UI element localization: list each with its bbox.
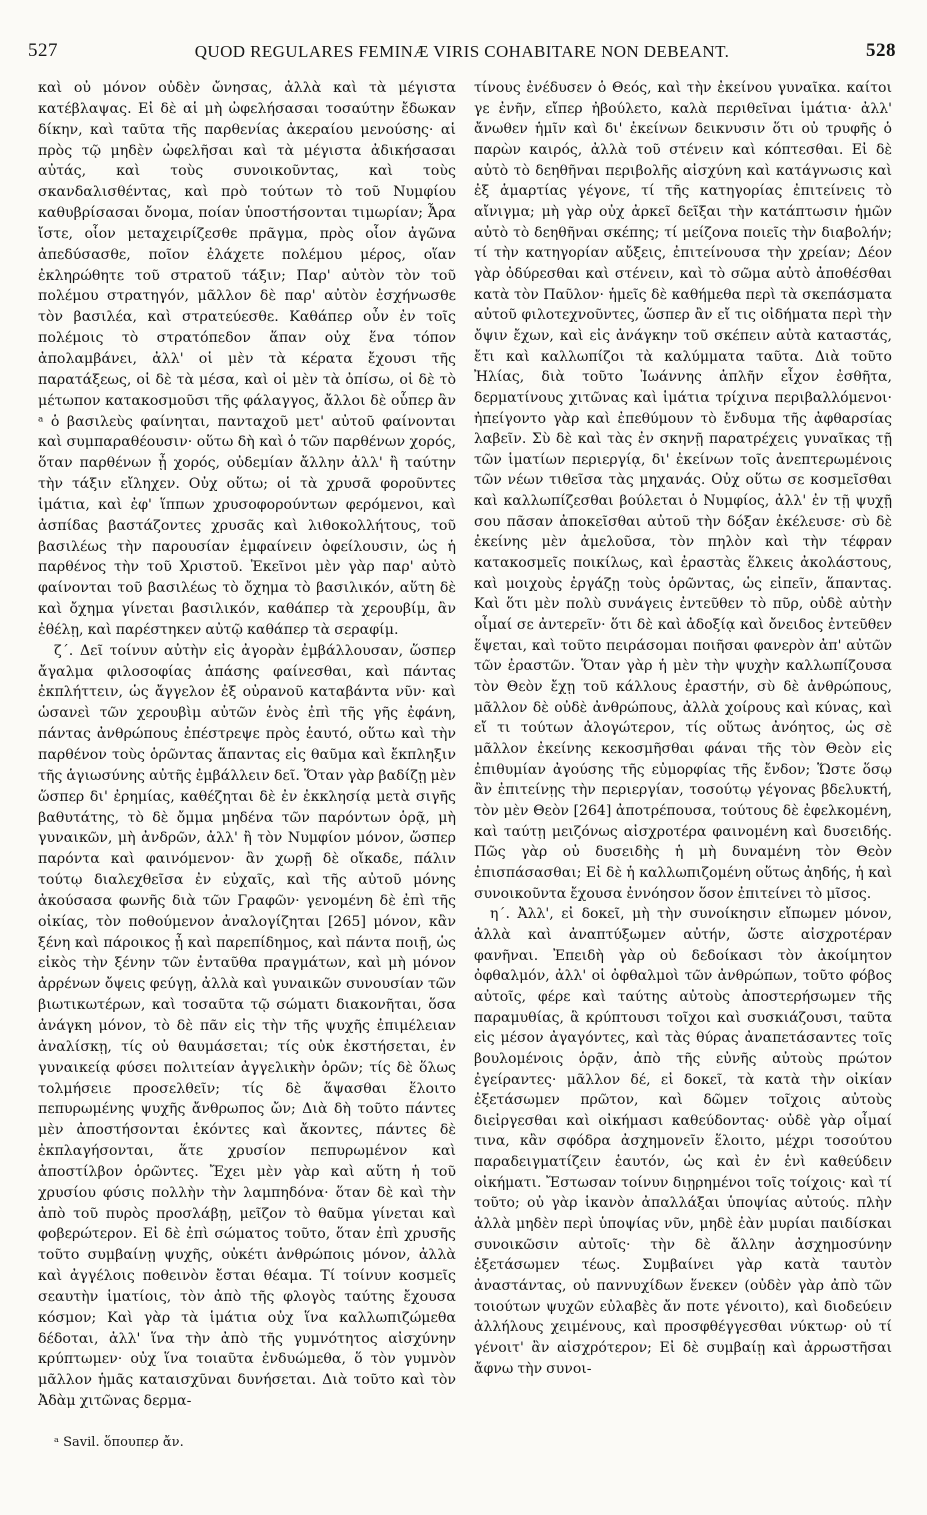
paragraph-section-7: ζ΄. Δεῖ τοίνυν αὐτὴν εἰς ἀγορὰν ἐμβάλλουσαν, ὥσπερ ἄγαλμα φιλοσοφίας ἁπάσης φαίνεσθαι, καὶ πάντας ἐκπλήττειν, ὡς ἄγγελον ἐξ οὐρανοῦ καταβάντα νῦν· καὶ ὡσανεὶ τῶν χερουβὶμ αὐτῶν ἑνὸς ἐπὶ τῆς γῆς ἐφάνη, πάντας ἀνθρώπους ἐπέστρεψε πρὸς ἑαυτό, οὕτω καὶ τὴν παρθένον τοὺς ὁρῶντας ἅπαντας εἰς θαῦμα καὶ ἔκπληξιν τῆς ἁγιωσύνης αὐτῆς ἐμβάλλειν δεῖ. Ὅταν γὰρ βαδίζῃ μὲν ὥσπερ δι' ἐρημίας, καθέζηται δὲ ἐν ἐκκλησίᾳ μετὰ σιγῆς βαθυτάτης, τὸ δὲ ὄμμα μηδένα τῶν παρόντων ὁρᾷ, μὴ γυναικῶν, μὴ ἀνδρῶν, ἀλλ' ἢ τὸν Νυμφίον μόνον, ὥσπερ παρόντα καὶ φαινόμενον· ἂν χωρῇ δὲ οἴκαδε, πάλιν τούτῳ διαλεχθεῖσα ἐν εὐχαῖς, καὶ τῆς αὐτοῦ μόνης ἀκούσασα φωνῆς διὰ τῶν Γραφῶν· γενομένη δὲ ἐπὶ τῆς οἰκίας, τὸν ποθούμενον ἀναλογίζηται [265] μόνον, κἂν ξένη καὶ πάροικος ᾖ καὶ παρεπίδημος, καὶ πάντα ποιῇ, ὡς εἰκὸς τὴν ξένην τῶν ἐνταῦθα πραγμάτων, καὶ μὴ μόνον ἀρρένων ὄψεις φεύγῃ, ἀλλὰ καὶ γυναικῶν συνουσίαν τῶν βιωτικωτέρων, καὶ τοσαῦτα τῷ σώματι διακονῆται, ὅσα ἀνάγκη μόνον, τὸ δὲ πᾶν εἰς τὴν τῆς ψυχῆς ἐπιμέλειαν ἀναλίσκῃ, τίς οὐ θαυμάσεται; τίς οὐκ ἐκστήσεται, ἐν γυναικείᾳ φύσει πολιτείαν ἀγγελικὴν ὁρῶν; τίς δὲ ὅλως τολμήσειε προσελθεῖν; τίς δὲ ἅψασθαι ἕλοιτο πεπυρωμένης ψυχῆς ἄνθρωπος ὤν; Διὰ δὴ τοῦτο πάντες μὲν ἀποστήσονται ἑκόντες καὶ ἄκοντες, πάντες δὲ ἐκπλαγήσονται, ἅτε χρυσίον πεπυρωμένον καὶ ἀποστίλβον ὁρῶντες. Ἔχει μὲν γὰρ καὶ αὕτη ἡ τοῦ χρυσίου φύσις πολλὴν τὴν λαμπηδόνα· ὅταν δὲ καὶ τὴν ἀπὸ τοῦ πυρὸς προσλάβῃ, μεῖζον τὸ θαῦμα γίνεται καὶ φοβερώτερον. Εἰ δὲ ἐπὶ σώματος τοῦτο, ὅταν ἐπὶ χρυσῆς τοῦτο συμβαίνῃ ψυχῆς, οὐκέτι ἀνθρώποις μόνον, ἀλλὰ καὶ ἀγγέλοις ποθεινὸν ἔσται θέαμα. Τί τοίνυν κοσμεῖς σεαυτὴν ἱματίοις, τὸν ἀπὸ τῆς φλογὸς ταύτης ἔχουσα κόσμον; Καὶ γὰρ τὰ ἱμάτια οὐχ ἵνα καλλωπιζώμεθα δέδοται, ἀλλ' ἵνα τὴν ἀπὸ τῆς γυμνότητος αἰσχύνην κρύπτωμεν· οὐχ ἵνα τοιαῦτα ἐνδυώμεθα, ὅ τὸν γυμνὸν μᾶλλον ἡμᾶς καταισχῦναι δυνήσεται. Διὰ τοῦτο καὶ τὸν Ἀδὰμ χιτῶνας δερμα- xyxy=(38,642,457,1410)
page-number-left: 527 xyxy=(28,40,58,61)
page-number-right: 528 xyxy=(866,40,896,61)
running-title: QUOD REGULARES FEMINÆ VIRIS COHABITARE NON DEBEANT. xyxy=(194,42,730,61)
right-column xyxy=(474,78,892,1379)
left-column xyxy=(38,78,456,1412)
footnote: ᵃ Savil. ὅπουπερ ἄν. xyxy=(54,1435,184,1450)
paragraph: καὶ οὐ μόνον οὐδὲν ὤνησας, ἀλλὰ καὶ τὰ μέγιστα κατέβλαψας. Εἰ δὲ αἱ μὴ ὠφελήσασαι τοσαύτην ἔδωκαν δίκην, καὶ ταῦτα τῆς παρθενίας ἀκεραίου μενούσης· αἱ πρὸς τῷ μηδὲν ὠφελῆσαι καὶ τὰ μέγιστα ἀδικήσασαι αὐτάς, καὶ τοὺς συνοικοῦντας, καὶ τοὺς σκανδαλισθέντας, καὶ πρὸ τούτων τὸ τοῦ Νυμφίου καθυβρίσασαι ὄνομα, ποίαν ὑποστήσονται τιμωρίαν; Ἆρα ἴστε, οἷον μεταχειρίζεσθε πρᾶγμα, πρὸς οἷον ἀγῶνα ἀπεδύσασθε, ποῖον ἐλάχετε πολέμου μέρος, οἵαν ἐκληρώθητε τοῦ στρατοῦ τάξιν; Παρ' αὐτὸν τὸν τοῦ πολέμου στρατηγόν, μᾶλλον δὲ παρ' αὐτὸν ἐσχήνωσθε τὸν βασιλέα, καὶ στρατεύεσθε. Καθάπερ οὖν ἐν τοῖς πολέμοις τὸ στρατόπεδον ἅπαν οὐχ ἕνα τόπον ἀπολαμβάνει, ἀλλ' οἱ μὲν τὰ κέρατα ἔχουσι τῆς παρατάξεως, οἱ δὲ τὰ μέσα, καὶ οἱ μὲν τὰ ὀπίσω, οἱ δὲ τὸ μέτωπον κατακοσμοῦσι τῆς φάλαγγος, ἄλλοι δὲ οὗπερ ἂν ᵃ ὁ βασιλεὺς φαίνηται, πανταχοῦ μετ' αὐτοῦ φαίνονται καὶ συμπαραθέουσιν· οὕτω δὴ καὶ ὁ τῶν παρθένων χορός, ὅταν παρθένων ᾖ χορός, οὐδεμίαν ἄλλην ἀλλ' ἢ ταύτην τὴν τάξιν εἴληχεν. Οὐχ οὕτω; οἱ τὰ χρυσᾶ φοροῦντες ἱμάτια, καὶ ἐφ' ἵππων χρυσοφορούντων φερόμενοι, καὶ ἀσπίδας βαστάζοντες χρυσᾶς καὶ λιθοκολλήτους, τοῦ βασιλέως τὴν παρουσίαν ἐμφαίνειν ὀφείλουσιν, ὡς ἡ παρθένος τὴν τοῦ Χριστοῦ. Ἐκεῖνοι μὲν γὰρ παρ' αὐτὸ φαίνονται τοῦ βασιλέως τὸ ὄχημα τὸ βασιλικόν, αὕτη δὲ καὶ ὄχημα γίνεται βασιλικόν, καθάπερ τὰ χερουβίμ, ἂν ἐθέλῃ, καὶ παρέστηκεν αὐτῷ καθάπερ τὰ σεραφίμ. xyxy=(38,80,456,638)
paragraph-section-8: η΄. Ἀλλ', εἰ δοκεῖ, μὴ τὴν συνοίκησιν εἴπωμεν μόνον, ἀλλὰ καὶ ἀναπτύξωμεν αὐτήν, ὥστε αἰσχροτέραν φανῆναι. Ἐπειδὴ γὰρ οὐ δεδοίκασι τὸν ἀκοίμητον ὀφθαλμόν, ἀλλ' οἱ ὀφθαλμοὶ τῶν ἀνθρώπων, τοῦτο φόβος αὐτοῖς, φέρε καὶ ταύτης αὐτοὺς ἀποστερήσωμεν τῆς παραμυθίας, ἃ κρύπτουσι τοῖχοι καὶ συσκιάζουσι, ταῦτα εἰς μέσον ἀγαγόντες, καὶ τὰς θύρας ἀναπετάσαντες τοῖς βουλομένοις ὁρᾷν, ἀπὸ τῆς εὐνῆς αὐτοὺς πρώτον ἐγείραντες· μᾶλλον δέ, εἰ δοκεῖ, τὰ κατὰ τὴν οἰκίαν ἐξετάσωμεν πρῶτον, καὶ δῶμεν τοῖχοις αὐτοὺς διεἰργεσθαι καὶ οἰκήμασι καθεύδοντας· οὐδὲ γὰρ οἶμαί τινα, κἂν σφόδρα ἀσχημονεῖν ἕλοιτο, μέχρι τοσούτου παραδειγματίζειν ἑαυτόν, ὡς καὶ ἐν ἑνὶ καθεύδειν οἰκήματι. Ἔστωσαν τοίνυν διῃρημένοι τοῖς τοίχοις· καὶ τί τοῦτο; οὐ γὰρ ἱκανὸν ἀπαλλάξαι ὑποψίας αὐτούς. πλὴν ἀλλὰ μηδὲν περὶ ὑποψίας νῦν, μηδὲ ἐὰν μυρίαι παιδίσκαι συνοικῶσιν αὐτοῖς· τὴν δὲ ἄλλην ἀσχημοσύνην ἐξετάσωμεν τέως. Συμβαίνει γὰρ κατὰ ταυτὸν ἀναστάντας, οὐ παννυχίδων ἕνεκεν (οὐδὲν γὰρ ἀπὸ τῶν τοιούτων ψυχῶν εὐλαβὲς ἄν ποτε γένοιτο), καὶ διοδεύειν ἀλλήλους χειμένους, καὶ προσφθέγγεσθαι νύκτωρ· οὐ τί γένοιτ' ἂν αἰσχρότερον; Εἰ δὲ συμβαίῃ καὶ ἀρρωστῆσαι ἄφνω τὴν συνοι- xyxy=(474,906,892,1377)
paragraph: τίνους ἐνέδυσεν ὁ Θεός, καὶ τὴν ἐκείνου γυναῖκα. καίτοι γε ἐνῆν, εἴπερ ἠβούλετο, καλὰ περιθεῖναι ἱμάτια· ἀλλ' ἄνωθεν ἡμῖν καὶ δι' ἐκείνων δεικνυσιν ὅτι οὐ τρυφῆς ὁ παρὼν καιρός, ἀλλὰ τοῦ στένειν καὶ κόπτεσθαι. Εἰ δὲ αὐτὸ τὸ δεηθῆναι περιβολῆς αἰσχύνη καὶ κατάγνωσις καὶ ἐξ ἁμαρτίας γέγονε, τί τῆς κατηγορίας ἐπιτείνεις τὸ αἴνιγμα; μὴ γὰρ οὐχ ἀρκεῖ δεῖξαι τὴν κατάπτωσιν ἡμῶν αὐτὸ τὸ δεηθῆναι σκέπης; τί μείζονα ποιεῖς τὴν διαβολήν; τί τὴν κατηγορίαν αὔξεις, ἐπιτείνουσα τὴν χρείαν; Δέον γὰρ ὀδύρεσθαι καὶ στένειν, καὶ τὸ σῶμα αὐτὸ ἀποθέσθαι κατὰ τὸν Παῦλον· ἡμεῖς δὲ καθήμεθα περὶ τὰ σκεπάσματα αὐτοῦ φιλοτεχνοῦντες, ὥσπερ ἂν εἴ τις οἰδήματα περὶ τὴν ὄψιν ἔχων, καὶ εἰς ἀνάγκην τοῦ σκέπειν αὐτὰ καταστάς, ἔτι καὶ καλλωπίζοι τὰ καλύμματα ταῦτα. Διὰ τοῦτο Ἠλίας, διὰ τοῦτο Ἰωάννης ἁπλῆν εἶχον ἐσθῆτα, δερματίνους χιτῶνας καὶ ἱμάτια τρίχινα περιβαλλόμενοι· ἠπείγοντο γὰρ καὶ ἐπεθύμουν τὸ ἔνδυμα τῆς ἀφθαρσίας λαβεῖν. Σὺ δὲ καὶ τὰς ἐν σκηνῇ παρατρέχεις γυναῖκας τῇ τῶν ἱματίων περιεργίᾳ, δι' ἐκείνων τοῖς ἀνεπτερωμένοις τῶν νέων τιθεῖσα τὰς μηχανάς. Οὐχ οὕτω σε κοσμεῖσθαι καὶ καλλωπίζεσθαι βούλεται ὁ Νυμφίος, ἀλλ' ἐν τῇ ψυχῇ σου πᾶσαν ἀποκεῖσθαι αὐτοῦ τὴν δόξαν ἐκέλευσε· σὺ δὲ ἐκείνης μὲν ἀμελοῦσα, τὸν πηλὸν καὶ τὴν τέφραν κατακοσμεῖς ποικίλως, καὶ ἐραστὰς ἕλκεις ἀκολάστους, καὶ μοιχοὺς ἐργάζῃ τοὺς ὁρῶντας, ὡς εἰπεῖν, ἅπαντας. Καὶ ὅτι μὲν πολὺ συνάγεις ἐντεῦθεν τὸ πῦρ, οὐδὲ αὐτὴν οἶμαί σε ἀντερεῖν· ὅτι δὲ καὶ ἀδοξίᾳ καὶ ὄνειδος ἐντεῦθεν ἕψεται, καὶ τοῦτο πειράσομαι ποιῆσαι φανερὸν ἀπ' αὐτῶν τῶν ἐραστῶν. Ὅταν γὰρ ἡ μὲν τὴν ψυχὴν καλλωπίζουσα τὸν Θεὸν ἔχῃ τοῦ κάλλους ἐραστήν, σὺ δὲ ἀνθρώπους, μᾶλλον δὲ οὐδὲ ἀνθρώπους, ἀλλὰ χοίρους καὶ κύνας, καὶ εἴ τι τούτων ἀλογώτερον, τίς οὕτως ἀνόητος, ὡς σὲ μᾶλλον ἐκείνης κεκοσμῆσθαι φάναι τῆς τὸν Θεὸν εἰς ἐπιθυμίαν ἀγούσης τῆς εὐμορφίας τῆς ἔνδον; Ὥστε ὅσῳ ἂν ἐπιτείνῃς τὴν περιεργίαν, τοσούτῳ γέγονας βδελυκτή, τὸν μὲν Θεὸν [264] ἀποτρέπουσα, τούτους δὲ ἐφελκομένη, καὶ ταύτῃ μειζόνως αἰσχροτέρα φαινομένη καὶ δυσειδής. Πῶς γὰρ οὐ δυσειδὴς ἡ μὴ δυναμένη τὸν Θεὸν ἐπισπάσασθαι; Εἰ δὲ ἡ καλλωπιζομένη οὕτως ἀηδής, ἡ καὶ συνοικοῦντα ἔχουσα ἐννόησον ὅσον ἐπιτείνει τὸ μῖσος. xyxy=(474,80,892,902)
page-header xyxy=(28,40,896,66)
